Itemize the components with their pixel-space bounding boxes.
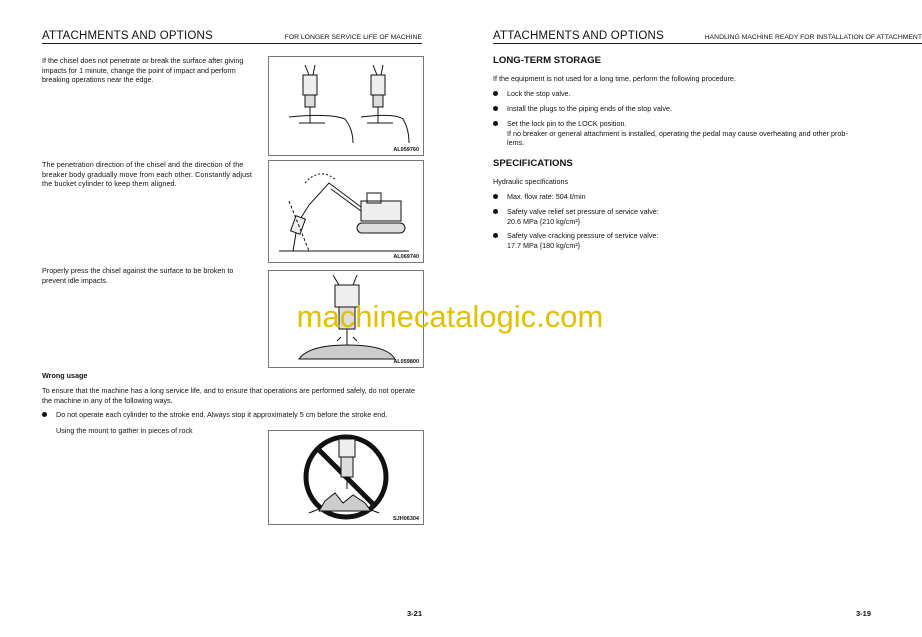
chisel-edge-illustration <box>269 57 423 155</box>
wrong-usage-heading: Wrong usage <box>42 371 88 380</box>
paragraph-press-chisel: Properly press the chisel against the surface to be broken to prevent idle impacts. <box>42 266 234 285</box>
bullet-text: Lock the stop valve. <box>507 89 571 98</box>
figure-chisel-edge <box>268 56 424 156</box>
spec-line: Safety valve cracking pressure of service valve: <box>507 231 659 240</box>
figure-code: AL069740 <box>393 254 419 260</box>
spec-bullet <box>493 207 659 226</box>
figure-code: AL059800 <box>393 359 419 365</box>
bullet-dot <box>493 91 498 96</box>
prohibition-illustration <box>269 431 423 524</box>
storage-bullet <box>493 89 571 99</box>
page-number-right: 3-19 <box>856 609 872 618</box>
bullet-text: Do not operate each cylinder to the stroke end. Always stop it approximately 5 cm before the stroke end. <box>56 410 388 419</box>
storage-bullet <box>493 104 672 114</box>
right-header-subtitle: HANDLING MACHINE READY FOR INSTALLATION OF ATTACHMENT <box>704 34 922 41</box>
bullet-dot <box>493 233 498 238</box>
spec-intro: Hydraulic specifications <box>493 177 569 186</box>
spec-line: Max. flow rate: 504 ℓ/min <box>507 192 586 201</box>
excavator-illustration <box>269 161 423 262</box>
left-header-title: ATTACHMENTS AND OPTIONS <box>42 30 213 42</box>
storage-intro: If the equipment is not used for a long time, perform the following procedure. <box>493 74 736 83</box>
figure-code: AL059760 <box>393 147 419 153</box>
long-term-storage-heading: LONG-TERM STORAGE <box>493 55 602 66</box>
figure-excavator-alignment <box>268 160 424 263</box>
spec-bullet <box>493 192 586 202</box>
right-header-title: ATTACHMENTS AND OPTIONS <box>493 30 664 42</box>
wrong-usage-bullet <box>42 410 426 420</box>
paragraph-penetration-direction: The penetration direction of the chisel and the direction of the breaker body gradually move from each other. Constantly adjust the bucket cylinder to keep them aligned. <box>42 160 252 189</box>
spec-bullet <box>493 231 658 250</box>
storage-bullet <box>493 119 897 148</box>
bullet-dot <box>493 194 498 199</box>
page-number-left: 3-21 <box>407 609 423 618</box>
bullet-dot <box>493 209 498 214</box>
wrong-usage-intro: To ensure that the machine has a long service life, and to ensure that operations are performed safely, do not operate the machine in any of the following ways. <box>42 386 416 405</box>
storage-note-line2: lems. <box>507 138 525 148</box>
bullet-text: Install the plugs to the piping ends of the stop valve. <box>507 104 673 113</box>
bullet-text: Set the lock pin to the LOCK position. <box>507 119 627 128</box>
storage-note-line1: If no breaker or general attachment is installed, operating the pedal may cause overheating and other prob- <box>507 128 848 138</box>
paragraph-change-impact-point: If the chisel does not penetrate or break the surface after giving impacts for 1 minute, change the point of impact and perform breaking operations near the edge. <box>42 56 244 85</box>
wrong-usage-subitem: Using the mount to gather in pieces of rock <box>56 426 193 435</box>
bullet-dot <box>493 121 498 126</box>
bullet-dot <box>493 106 498 111</box>
figure-prohibited-usage <box>268 430 424 525</box>
left-header-subtitle: FOR LONGER SERVICE LIFE OF MACHINE <box>284 34 422 41</box>
figure-code: SJH06304 <box>393 516 419 522</box>
bullet-dot <box>42 412 47 417</box>
left-header <box>42 30 422 44</box>
right-header <box>493 30 922 44</box>
spec-value: 20.6 MPa {210 kg/cm²} <box>507 216 581 226</box>
specifications-heading: SPECIFICATIONS <box>493 158 573 169</box>
spec-line: Safety valve relief set pressure of service valve: <box>507 207 659 216</box>
watermark: machinecatalogic.com <box>296 299 604 334</box>
spec-value: 17.7 MPa {180 kg/cm²} <box>507 240 581 250</box>
